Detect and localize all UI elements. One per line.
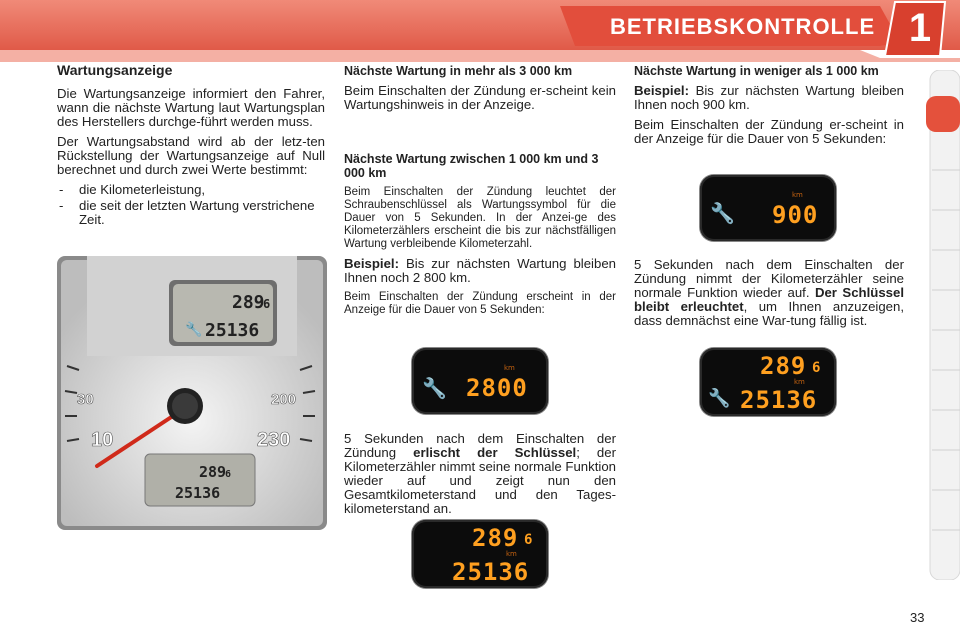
display-trip: 25136 (452, 558, 530, 586)
wrench-icon: 🔧 (422, 378, 447, 400)
instrument-cluster-image (57, 256, 327, 530)
paragraph: Beim Einschalten der Zündung leuchtet der Schraubenschlüssel als Wartungssymbol für die Dauer von 5 Sekunden. In der Anzei-ge des Kilometerzählers erscheint die bis zur nächstfälligen Wartung verbleibende Kilometerzahl. (344, 186, 616, 250)
section-heading: Wartungsanzeige (57, 62, 173, 78)
example-label: Beispiel: (634, 83, 689, 98)
display-total-decimal: 6 (524, 532, 534, 548)
display-odometer-900 (700, 175, 836, 241)
cluster-lcd-top-decimal: 6 (263, 297, 271, 311)
display-value: 900 (772, 201, 819, 229)
display-odometer-2800 (412, 348, 548, 414)
example-text: Bis zur nächsten Wartung bleiben Ihnen noch 900 km. (634, 83, 904, 112)
column-left (57, 63, 325, 229)
speed-label: 10 (91, 429, 114, 451)
cluster-lower-top-decimal: 6 (225, 469, 232, 480)
paragraph: Beim Einschalten der Zündung er-scheint kein Wartungshinweis in der Anzeige. (344, 83, 616, 112)
cluster-lower-bottom: 25136 (175, 484, 221, 502)
emphasis: erlischt der Schlüssel (413, 445, 577, 460)
display-odometer-normal (412, 520, 548, 588)
speed-label: 30 (77, 391, 94, 408)
bullet-list (57, 183, 325, 227)
display-total-decimal: 6 (812, 360, 822, 376)
column-right-bottom (634, 258, 904, 334)
subheading: Nächste Wartung zwischen 1 000 km und 3 000 km (344, 152, 599, 180)
wrench-icon: 🔧 (710, 203, 735, 225)
speed-label: 230 (257, 429, 291, 451)
paragraph: Der Wartungsabstand wird ab der letz-ten Rückstellung der Wartungsanzeige auf Null berechnet und durch zwei Werte bestimmt: (57, 134, 325, 177)
unit-label: km (792, 191, 803, 199)
list-item: - die seit der letzten Wartung verstrichene Zeit. (57, 199, 325, 227)
display-total: 289 (760, 352, 807, 380)
unit-label: km (506, 550, 517, 558)
display-total: 289 (472, 524, 519, 552)
subheading: Nächste Wartung in mehr als 3 000 km (344, 64, 573, 78)
subheading: Nächste Wartung in weniger als 1 000 km (634, 64, 879, 78)
example-label: Beispiel: (344, 256, 399, 271)
paragraph: 5 Sekunden nach dem Einschalten der Zündung erlischt der Schlüssel; der Kilometerzähler nimmt seine normale Funktion wieder auf und zeigt nun den Gesamtkilometerstand und den Tages-kilometerstand an. (344, 431, 616, 516)
cluster-lcd-bottom: 25136 (205, 320, 260, 341)
column-middle-section (344, 152, 616, 323)
example-text: Bis zur nächsten Wartung bleiben Ihnen noch 2 800 km. (344, 256, 616, 285)
paragraph (344, 257, 616, 285)
emphasis: Der Schlüssel bleibt erleuchtet (634, 285, 904, 314)
column-right (634, 64, 904, 152)
cluster-lower-top: 289 (199, 463, 227, 481)
wrench-icon: 🔧 (708, 388, 731, 408)
cluster-lcd-top: 289 (232, 292, 265, 313)
chapter-tabs (926, 70, 960, 580)
unit-label: km (504, 364, 515, 372)
page-title: BETRIEBSKONTROLLE (610, 14, 876, 39)
display-value: 2800 (466, 374, 528, 402)
column-middle-bottom (344, 432, 616, 522)
paragraph: Die Wartungsanzeige informiert den Fahrer, wann die nächste Wartung laut Wartungsplan des Herstellers durchge-führt werden muss. (57, 86, 325, 129)
list-item: - die Kilometerleistung, (57, 183, 325, 197)
paragraph (634, 84, 904, 112)
paragraph: Beim Einschalten der Zündung er-scheint in der Anzeige für die Dauer von 5 Sekunden: (634, 117, 904, 146)
page-number: 33 (910, 610, 925, 625)
column-middle (344, 64, 616, 118)
unit-label: km (794, 378, 805, 386)
wrench-icon: 🔧 (185, 322, 203, 338)
display-odometer-wrench (700, 348, 836, 416)
chapter-number: 1 (908, 6, 932, 50)
speed-label: 200 (271, 391, 297, 408)
display-trip: 25136 (740, 386, 818, 414)
paragraph: 5 Sekunden nach dem Einschalten der Zündung nimmt der Kilometerzähler seine normale Funktion wieder auf. Der Schlüssel bleibt erleuchtet, um Ihnen anzuzeigen, dass demnächst eine War-tung fällig ist. (634, 257, 904, 328)
paragraph: Beim Einschalten der Zündung erscheint in der Anzeige für die Dauer von 5 Sekunden: (344, 291, 616, 316)
